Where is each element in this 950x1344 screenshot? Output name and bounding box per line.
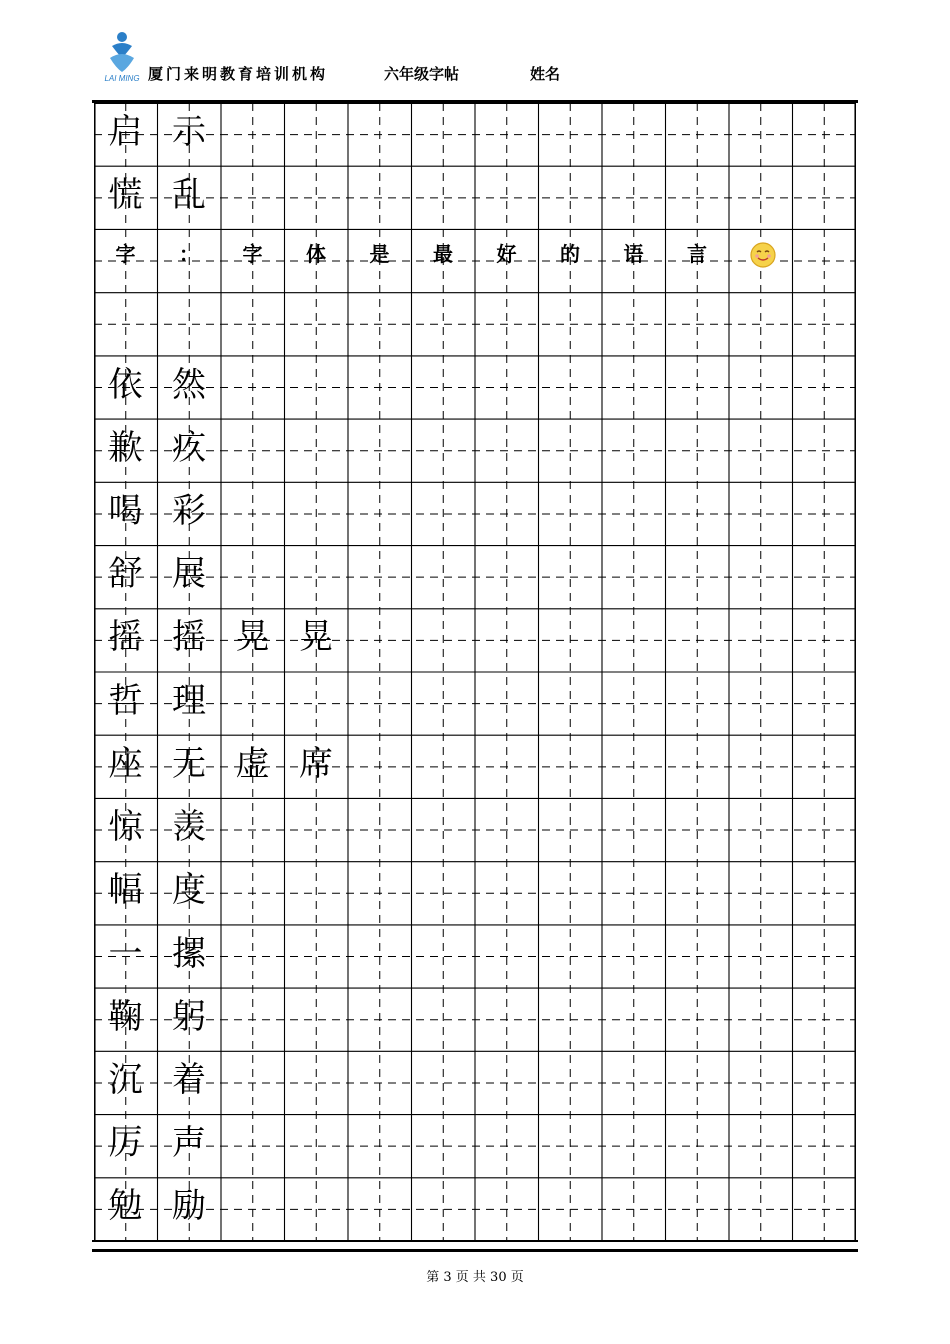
smiley-face-icon [749, 241, 777, 269]
practice-grid [94, 103, 856, 1241]
practice-char: 晃 [299, 617, 333, 658]
practice-char: 歉 [108, 427, 143, 468]
motto-char: 是 [369, 242, 390, 267]
practice-char: 展 [172, 554, 206, 595]
practice-char: 摇 [108, 617, 143, 658]
practice-char: 慌 [108, 174, 143, 215]
practice-char: 席 [299, 743, 333, 784]
practice-char: 摞 [172, 933, 206, 974]
practice-char: 沉 [108, 1059, 143, 1100]
motto-char: 最 [433, 242, 453, 267]
practice-char: 勉 [108, 1186, 143, 1227]
logo-text: LAI MING [104, 74, 140, 83]
practice-char: 一 [108, 933, 143, 974]
practice-char: 励 [172, 1186, 206, 1227]
practice-char: 启 [108, 111, 143, 152]
practice-char: 度 [172, 870, 206, 911]
practice-char: 躬 [172, 996, 206, 1037]
practice-char: 晃 [235, 617, 270, 658]
practice-char: 着 [172, 1059, 206, 1100]
practice-char: 摇 [172, 617, 206, 658]
motto-char: ： [179, 242, 199, 267]
bottom-rule-thin [92, 1240, 858, 1242]
motto-char: 字 [115, 242, 136, 267]
practice-char: 声 [172, 1123, 206, 1164]
name-label: 姓名 [530, 65, 561, 83]
practice-char: 哲 [108, 680, 143, 721]
motto-char: 语 [623, 242, 644, 267]
practice-char: 疚 [172, 427, 206, 468]
motto-char: 好 [496, 242, 517, 267]
practice-char: 彩 [172, 490, 206, 531]
practice-char: 依 [108, 364, 143, 405]
practice-char: 鞠 [108, 996, 143, 1037]
practice-char: 然 [172, 364, 206, 405]
motto-char: 言 [687, 242, 707, 267]
practice-char: 乱 [172, 174, 206, 215]
logo-icon [100, 28, 144, 90]
practice-char: 理 [172, 680, 206, 721]
grade-title: 六年级字帖 [384, 65, 460, 83]
motto-char: 的 [560, 242, 580, 267]
practice-char: 座 [108, 743, 143, 784]
practice-char: 无 [172, 743, 206, 784]
practice-char: 虚 [235, 743, 270, 784]
practice-char: 幅 [108, 870, 143, 911]
motto-char: 体 [306, 242, 326, 267]
organization-name: 厦门来明教育培训机构 [148, 65, 329, 83]
practice-char: 惊 [108, 807, 143, 848]
practice-char: 舒 [108, 554, 143, 595]
practice-char: 喝 [108, 490, 143, 531]
motto-char: 字 [242, 242, 263, 267]
bottom-rule-thick [92, 1249, 858, 1252]
practice-char: 示 [172, 111, 206, 152]
page-number: 第 3 页 共 30 页 [426, 1270, 524, 1285]
practice-char: 厉 [108, 1123, 143, 1164]
practice-char: 羡 [172, 807, 206, 848]
